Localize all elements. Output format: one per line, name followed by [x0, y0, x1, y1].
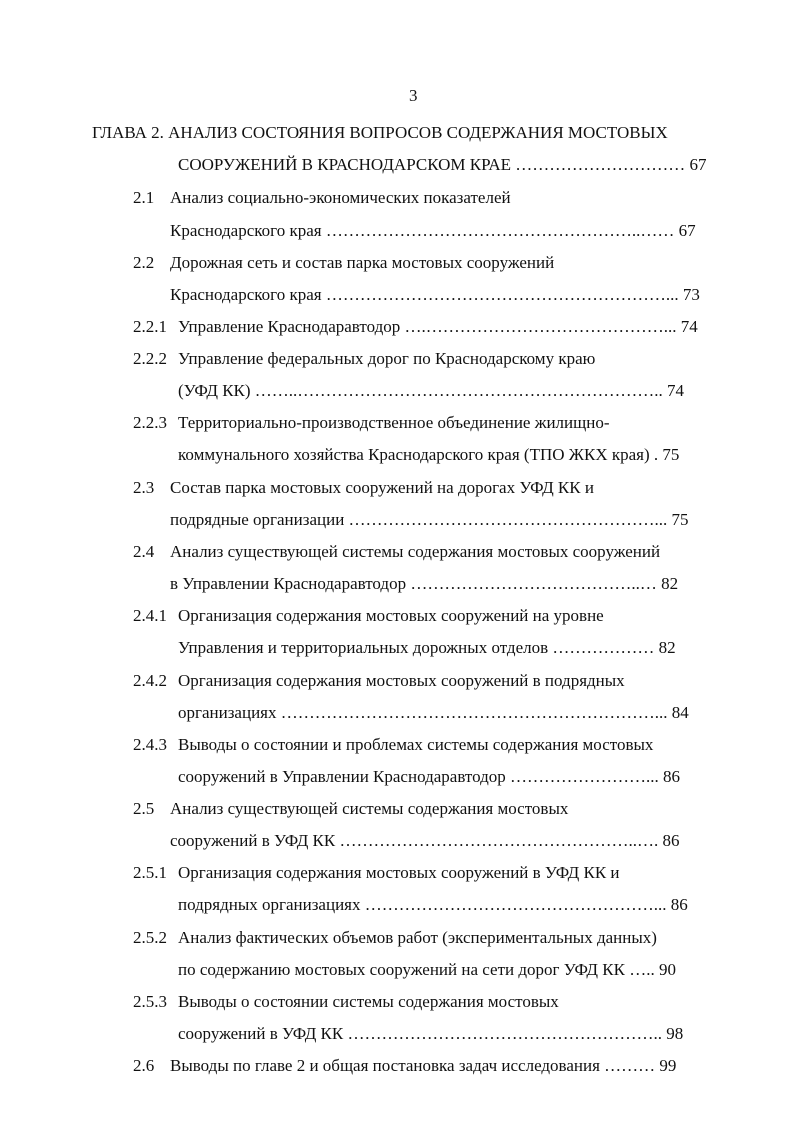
entry-text: Организация содержания мостовых сооружений в УФД КК и: [178, 863, 620, 882]
entry-number: 2.1: [133, 188, 155, 207]
entry-number: 2.2: [133, 253, 155, 272]
entry-number: 2.5.2: [133, 928, 167, 947]
entry-number: 2.5: [133, 799, 155, 818]
page-number: 3: [409, 86, 418, 105]
entry-number: 2.2.3: [133, 413, 167, 432]
entry-number: 2.4: [133, 542, 155, 561]
chapter-title-line-1: ГЛАВА 2. АНАЛИЗ СОСТОЯНИЯ ВОПРОСОВ СОДЕРЖАНИЯ МОСТОВЫХ: [92, 123, 668, 142]
entry-number: 2.2.2: [133, 349, 167, 368]
entry-text: Выводы о состоянии и проблемах системы содержания мостовых: [178, 735, 654, 754]
entry-number: 2.4.3: [133, 735, 167, 754]
entry-text-continued: подрядные организации ………………………………………………... 75: [170, 510, 689, 529]
entry-text: Анализ существующей системы содержания мостовых сооружений: [170, 542, 661, 561]
entry-text-continued: сооружений в УФД КК ……………………………………………..…. 86: [170, 831, 680, 850]
entry-number: 2.4.1: [133, 606, 167, 625]
entry-text: Управление федеральных дорог по Краснодарскому краю: [178, 349, 596, 368]
entry-text: Анализ существующей системы содержания мостовых: [170, 799, 569, 818]
entry-text-continued: Управления и территориальных дорожных отделов ……………… 82: [178, 638, 676, 657]
entry-text: Территориально-производственное объединение жилищно-: [178, 413, 610, 432]
entry-text: Состав парка мостовых сооружений на дорогах УФД КК и: [170, 478, 594, 497]
chapter-title-line-2: СООРУЖЕНИЙ В КРАСНОДАРСКОМ КРАЕ ………………………… 67: [178, 155, 707, 174]
entry-text: Организация содержания мостовых сооружений на уровне: [178, 606, 604, 625]
entry-text-continued: сооружений в Управлении Краснодаравтодор ……………………... 86: [178, 767, 681, 786]
entry-text: Выводы по главе 2 и общая постановка задач исследования ……… 99: [170, 1056, 677, 1075]
entry-number: 2.4.2: [133, 671, 167, 690]
entry-text-continued: по содержанию мостовых сооружений на сети дорог УФД КК ….. 90: [178, 960, 676, 979]
entry-number: 2.6: [133, 1056, 155, 1075]
entry-text: Выводы о состоянии системы содержания мостовых: [178, 992, 559, 1011]
entry-text: Дорожная сеть и состав парка мостовых сооружений: [170, 253, 555, 272]
entry-text-continued: в Управлении Краснодаравтодор …………………………………..… 82: [170, 574, 679, 593]
entry-text-continued: коммунального хозяйства Краснодарского края (ТПО ЖКХ края) . 75: [178, 445, 680, 464]
entry-text-continued: (УФД КК) ……..……………………………………………………….. 74: [178, 381, 685, 400]
entry-text: Анализ социально-экономических показателей: [170, 188, 511, 207]
entry-text: Организация содержания мостовых сооружений в подрядных: [178, 671, 625, 690]
entry-text-continued: Краснодарского края ………………………………………………..…… 67: [170, 221, 696, 240]
entry-text-continued: организациях …………………………………………………………... 84: [178, 703, 689, 722]
entry-text-continued: сооружений в УФД КК ……………………………………………….. 98: [178, 1024, 684, 1043]
entry-number: 2.5.3: [133, 992, 167, 1011]
entry-number: 2.2.1: [133, 317, 167, 336]
entry-number: 2.5.1: [133, 863, 167, 882]
entry-text: Анализ фактических объемов работ (экспериментальных данных): [178, 928, 657, 947]
entry-text: Управление Краснодаравтодор ….……………………………………... 74: [178, 317, 698, 336]
entry-text-continued: подрядных организациях ……………………………………………... 86: [178, 895, 688, 914]
entry-text-continued: Краснодарского края ……………………………………………………... 73: [170, 285, 700, 304]
entry-number: 2.3: [133, 478, 155, 497]
